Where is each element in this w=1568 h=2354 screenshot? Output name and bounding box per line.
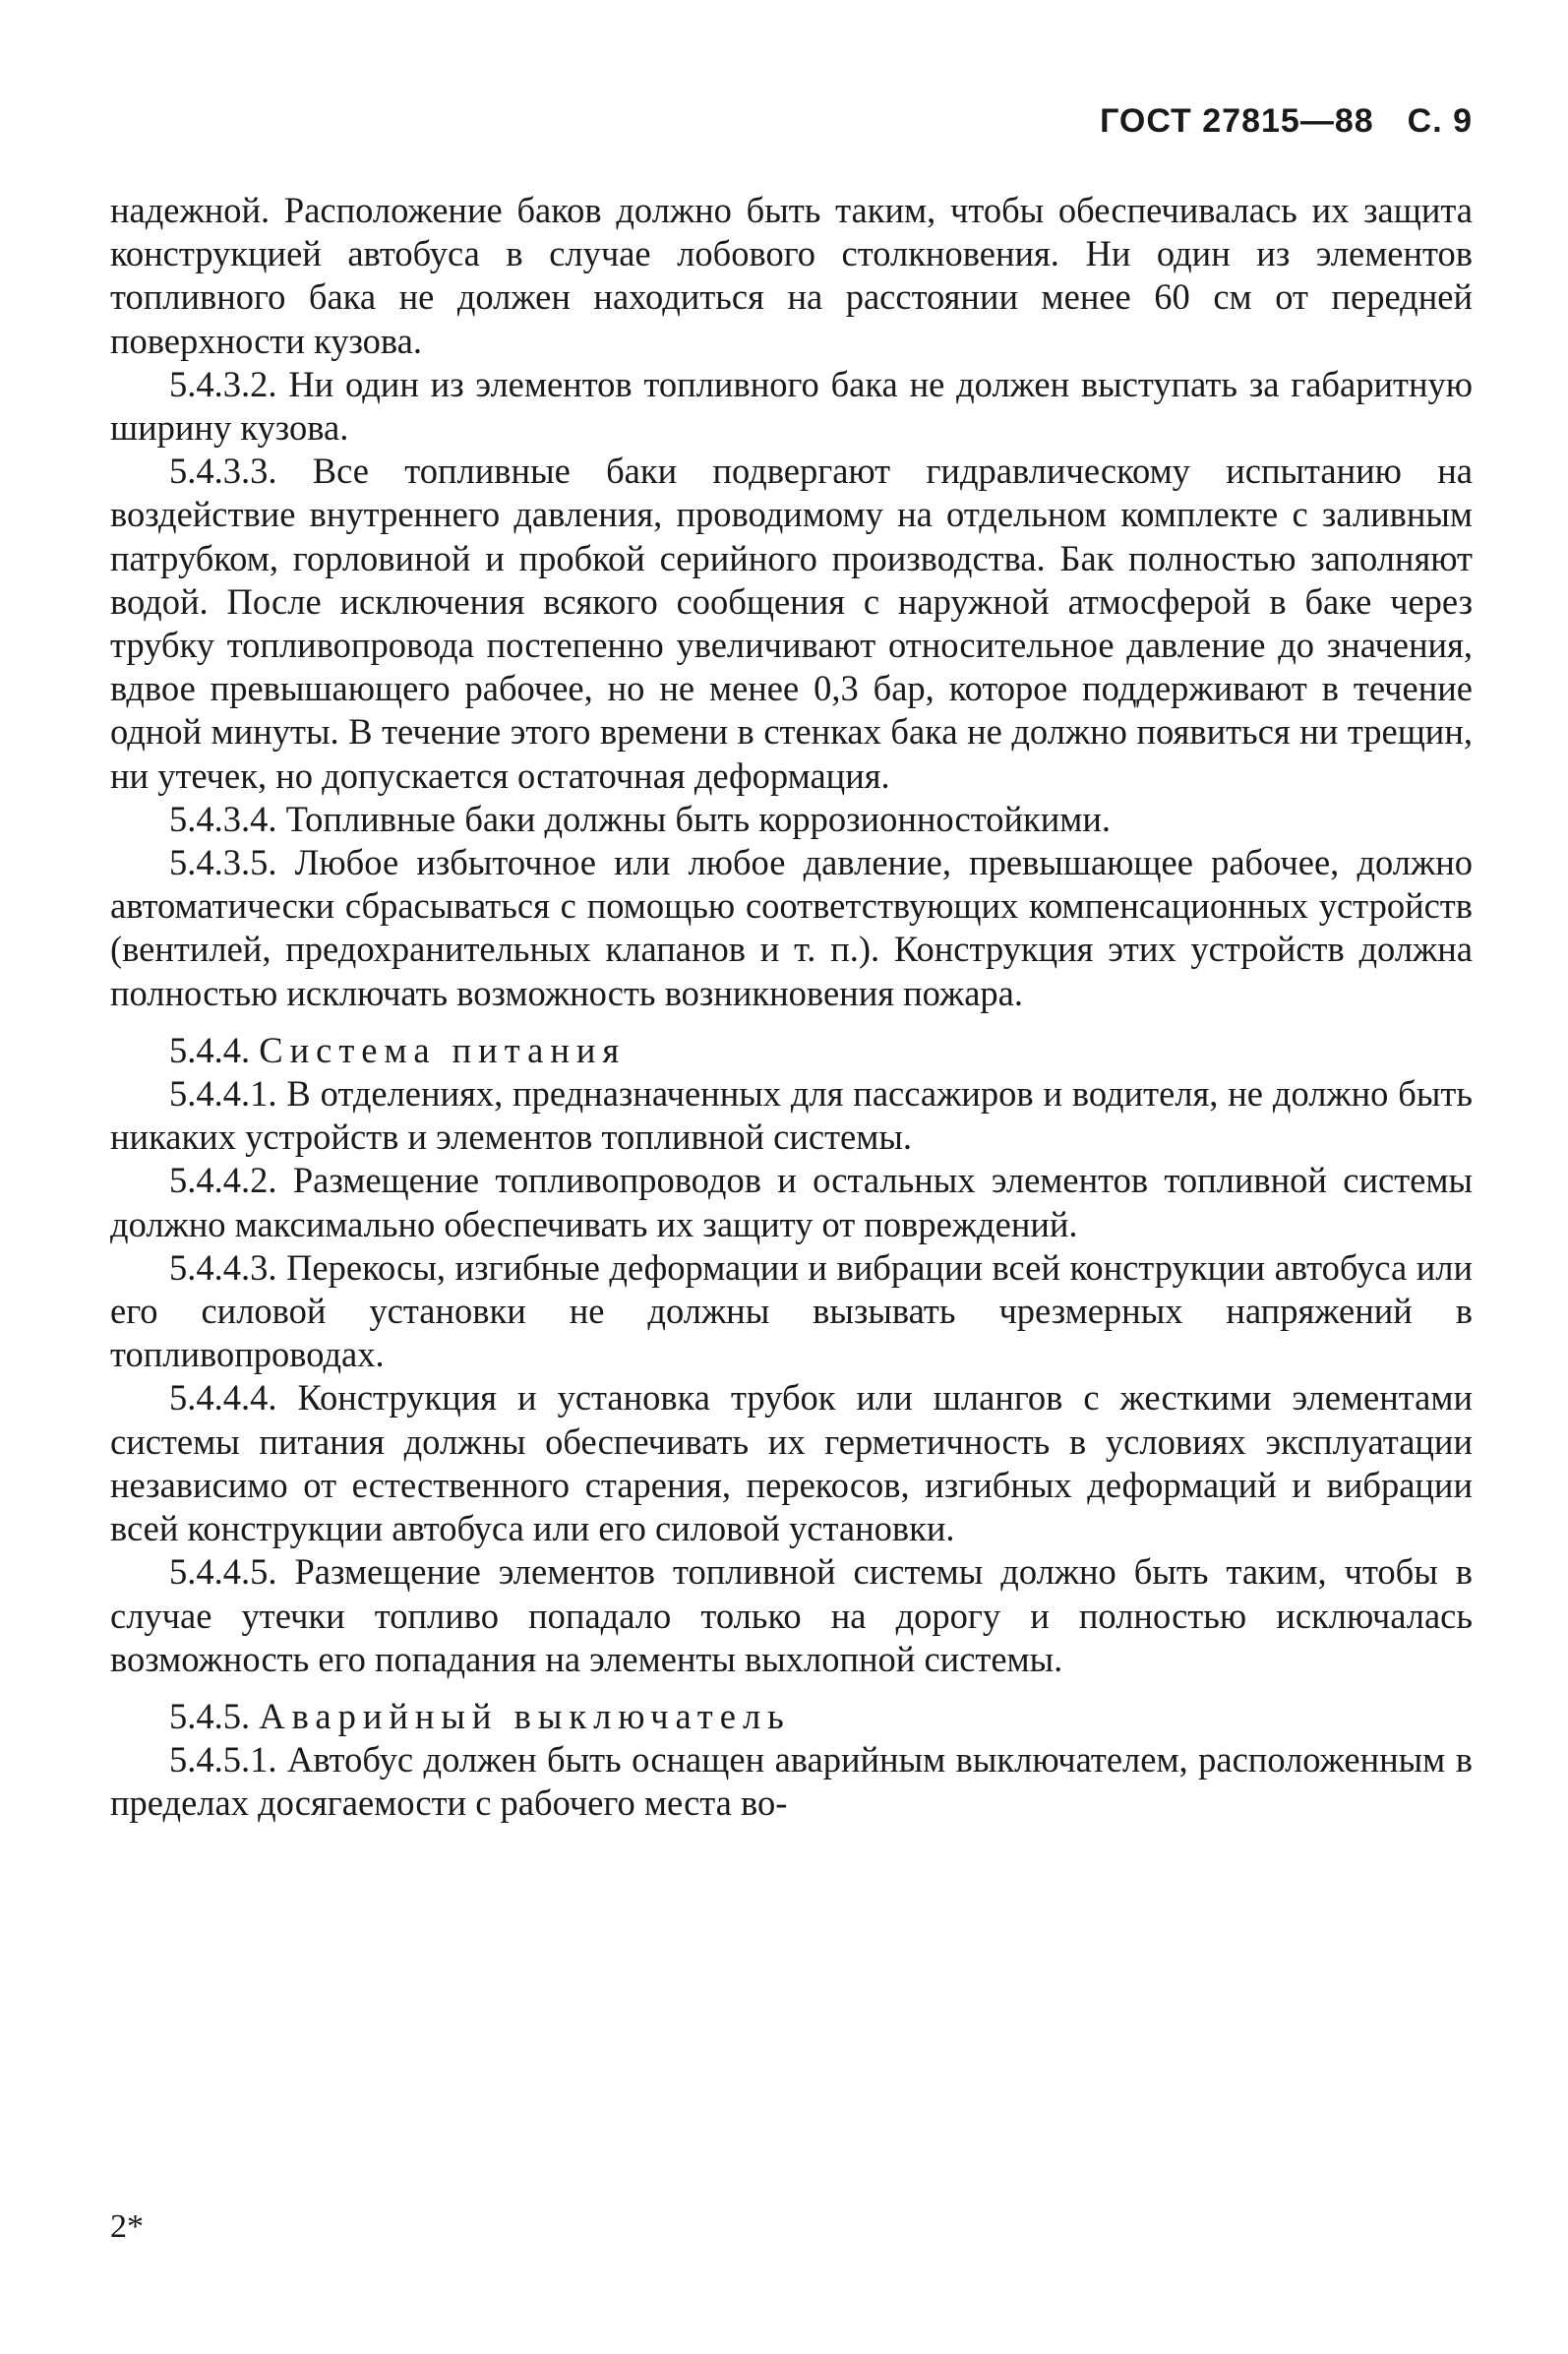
section-number: 5.4.5.	[169, 1695, 251, 1736]
clause-5-4-4-3: 5.4.4.3. Перекосы, изгибные деформации и вибрации всей конструкции автобуса или его силовой установки не должны вызывать чрезмерных напряжений в топливопроводах.	[110, 1246, 1473, 1375]
section-title: Система питания	[259, 1029, 627, 1070]
paragraph-continuation: надежной. Расположение баков должно быть таким, чтобы обеспечивалась их защита конструкцией автобуса в случае лобового столкновения. Ни один из элементов топливного бака не должен находиться на расстоянии менее 60 см от передней поверхности кузова.	[110, 190, 1473, 361]
section-heading-5-4-5	[110, 1695, 1473, 1738]
section-heading-5-4-4	[110, 1029, 1473, 1072]
clause-5-4-5-1: 5.4.5.1. Автобус должен быть оснащен аварийным выключателем, расположенным в пределах досягаемости с рабочего места во-	[110, 1739, 1473, 1824]
clause-5-4-3-3: 5.4.3.3. Все топливные баки подвергают гидравлическому испытанию на воздействие внутреннего давления, проводимому на отдельном комплекте с заливным патрубком, горловиной и пробкой серийного производства. Бак полностью заполняют водой. После исключения всякого сообщения с наружной атмосферой в баке через трубку топливопровода постепенно увеличивают относительное давление до значения, вдвое превышающего рабочее, но не менее 0,3 бар, которое поддерживают в течение одной минуты. В течение этого времени в стенках бака не должно появиться ни трещин, ни утечек, но допускается остаточная деформация.	[110, 451, 1473, 796]
clause-5-4-4-1: 5.4.4.1. В отделениях, предназначенных для пассажиров и водителя, не должно быть никаких устройств и элементов топливной системы.	[110, 1073, 1473, 1158]
section-number: 5.4.4.	[169, 1029, 251, 1070]
clause-5-4-4-4: 5.4.4.4. Конструкция и установка трубок или шлангов с жесткими элементами системы питания должны обеспечивать их герметичность в условиях эксплуатации независимо от естественного старения, перекосов, изгибных деформаций и вибрации всей конструкции автобуса или его силовой установки.	[110, 1377, 1473, 1549]
running-head	[1100, 102, 1473, 141]
standard-number: ГОСТ 27815—88	[1100, 102, 1374, 140]
clause-5-4-3-5: 5.4.3.5. Любое избыточное или любое давление, превышающее рабочее, должно автоматически сбрасываться с помощью соответствующих компенсационных устройств (вентилей, предохранительных клапанов и т. п.). Конструкция этих устройств должна полностью исключать возможность возникновения пожара.	[110, 842, 1473, 1013]
page-number: С. 9	[1407, 102, 1473, 140]
clause-5-4-3-2: 5.4.3.2. Ни один из элементов топливного бака не должен выступать за габаритную ширину кузова.	[110, 363, 1473, 449]
clause-5-4-3-4: 5.4.3.4. Топливные баки должны быть коррозионностойкими.	[169, 798, 1112, 839]
section-title: Аварийный выключатель	[259, 1695, 791, 1736]
document-page	[110, 0, 1473, 2354]
clause-5-4-4-5: 5.4.4.5. Размещение элементов топливной системы должно быть таким, чтобы в случае утечки топливо попадало только на дорогу и полностью исключалась возможность его попадания на элементы выхлопной системы.	[110, 1551, 1473, 1679]
clause-5-4-4-2: 5.4.4.2. Размещение топливопроводов и остальных элементов топливной системы должно максимально обеспечивать их защиту от повреждений.	[110, 1160, 1473, 1244]
body-text	[110, 189, 1473, 1826]
sheet-folio: 2*	[110, 2208, 144, 2245]
